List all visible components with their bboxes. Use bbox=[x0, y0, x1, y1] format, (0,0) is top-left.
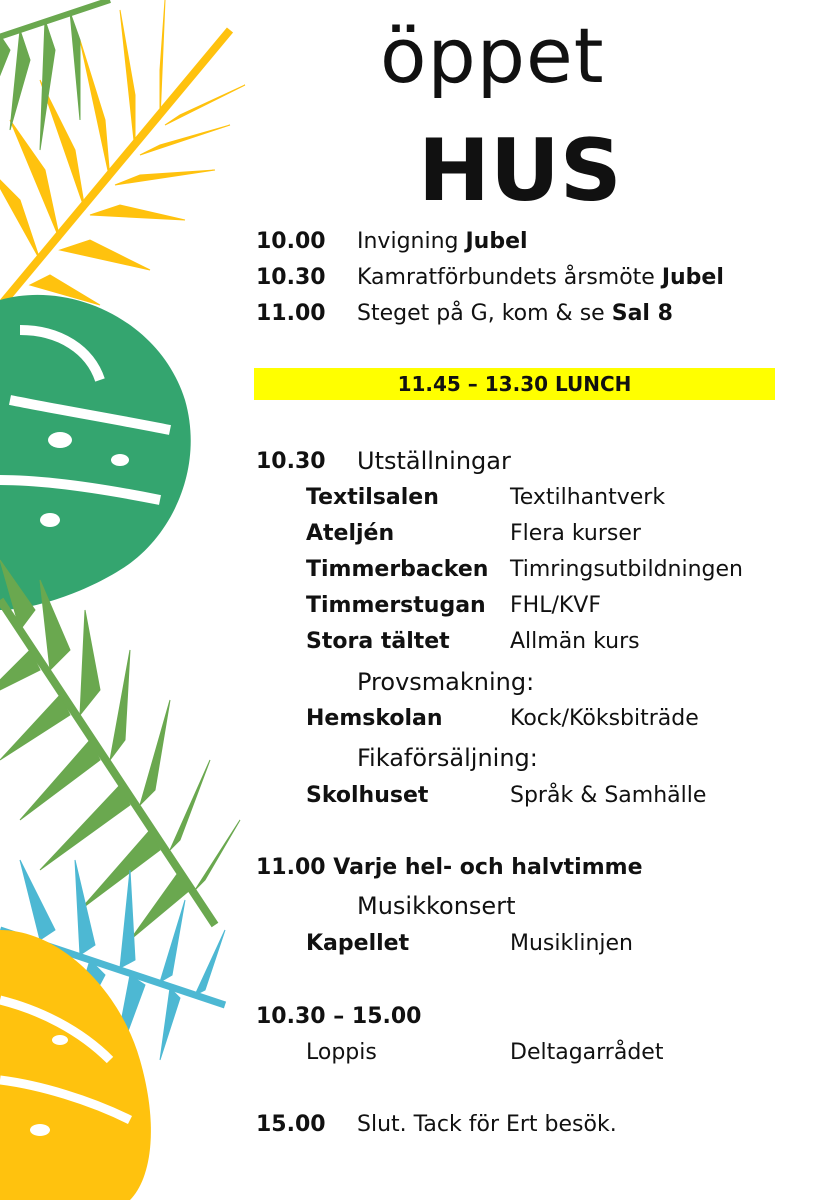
schedule-text: Steget på G, kom & se bbox=[357, 301, 605, 326]
venue-desc: Språk & Samhälle bbox=[510, 783, 707, 808]
schedule-time: 11.00 bbox=[256, 301, 326, 326]
venue-name: Hemskolan bbox=[306, 706, 443, 731]
monstera-leaf bbox=[0, 295, 191, 610]
green-palm-leaf-top bbox=[0, 0, 110, 150]
venue-name: Loppis bbox=[306, 1040, 377, 1065]
tropical-leaves-decoration bbox=[0, 0, 250, 1200]
schedule-time: 10.00 bbox=[256, 229, 326, 254]
venue-name: Textilsalen bbox=[306, 485, 439, 510]
schedule-place: Jubel bbox=[465, 229, 528, 254]
venue-desc: Allmän kurs bbox=[510, 629, 640, 654]
venue-name: Timmerbacken bbox=[306, 557, 489, 582]
venue-name: Skolhuset bbox=[306, 783, 429, 808]
venue-desc: Musiklinjen bbox=[510, 931, 633, 956]
fika-heading: Fikaförsäljning: bbox=[357, 744, 538, 772]
venue-desc: Textilhantverk bbox=[510, 485, 666, 510]
flea-time: 10.30 – 15.00 bbox=[256, 1004, 422, 1029]
venue-desc: Kock/Köksbiträde bbox=[510, 706, 699, 731]
title-line1: öppet bbox=[380, 11, 605, 100]
closing-text: Slut. Tack för Ert besök. bbox=[357, 1112, 617, 1137]
schedule-time: 10.30 bbox=[256, 265, 326, 290]
exhibitions-time: 10.30 bbox=[256, 449, 326, 474]
venue-desc: Deltagarrådet bbox=[510, 1040, 664, 1065]
closing-time: 15.00 bbox=[256, 1112, 326, 1137]
yellow-palm-leaf bbox=[0, 0, 245, 330]
tasting-heading: Provsmakning: bbox=[357, 668, 535, 696]
title-line2: HUS bbox=[418, 121, 622, 221]
venue-name: Timmerstugan bbox=[306, 593, 486, 618]
venue-desc: FHL/KVF bbox=[510, 593, 601, 618]
schedule-place: Sal 8 bbox=[611, 301, 673, 326]
schedule-item bbox=[357, 231, 528, 253]
venue-desc: Timringsutbildningen bbox=[510, 557, 743, 582]
lunch-banner: 11.45 – 13.30 LUNCH bbox=[254, 368, 775, 400]
schedule-text: Invigning bbox=[357, 229, 459, 254]
venue-name: Ateljén bbox=[306, 521, 395, 546]
schedule-text: Kamratförbundets årsmöte bbox=[357, 265, 655, 290]
music-heading: Musikkonsert bbox=[357, 892, 516, 920]
venue-name: Stora tältet bbox=[306, 629, 450, 654]
venue-desc: Flera kurser bbox=[510, 521, 641, 546]
green-palm-leaf bbox=[0, 560, 240, 940]
exhibitions-heading: Utställningar bbox=[357, 447, 511, 475]
music-time: 11.00 Varje hel- och halvtimme bbox=[256, 855, 643, 880]
schedule-item bbox=[357, 303, 673, 325]
venue-name: Kapellet bbox=[306, 931, 410, 956]
schedule-place: Jubel bbox=[661, 265, 724, 290]
schedule-item bbox=[357, 267, 724, 289]
